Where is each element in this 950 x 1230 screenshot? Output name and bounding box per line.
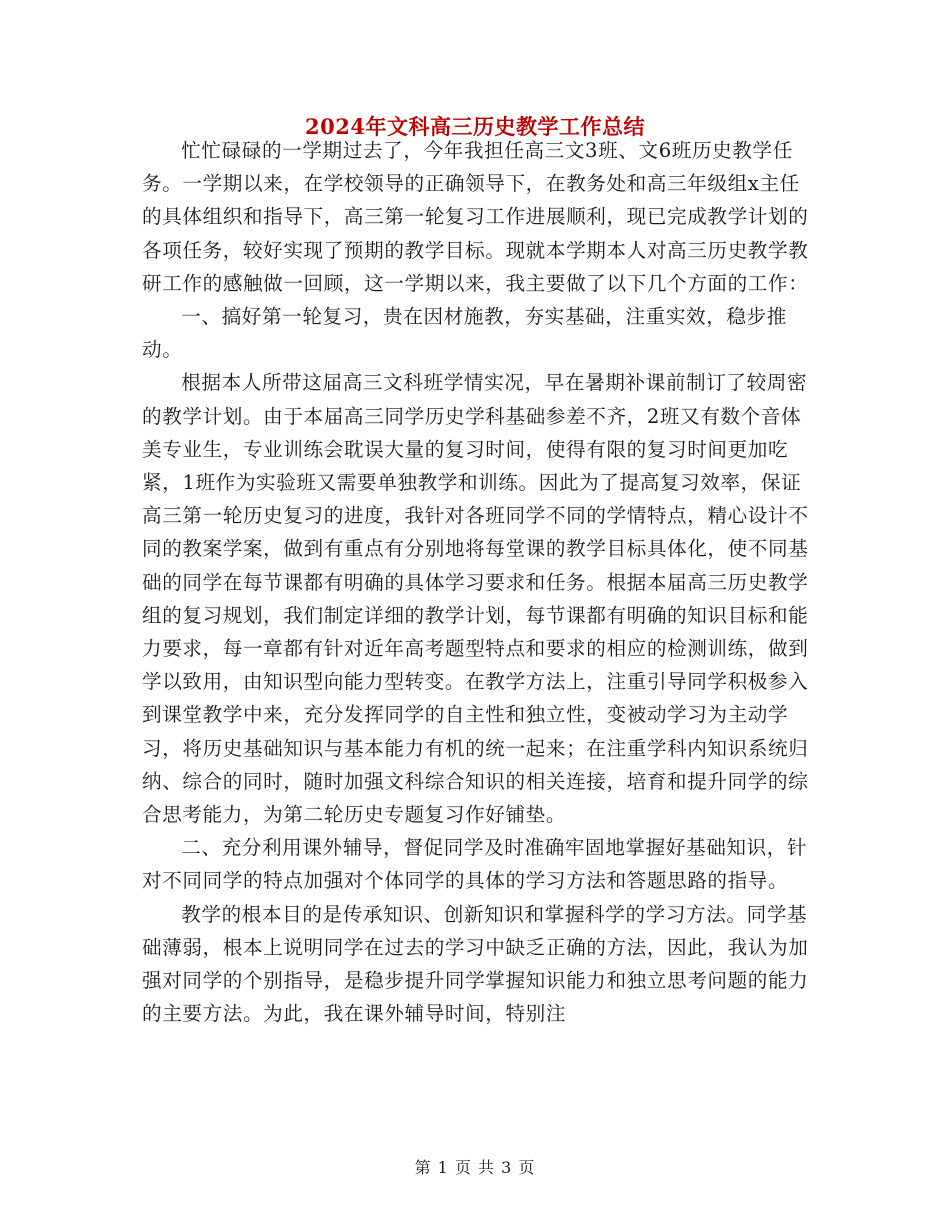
- document-title: 2024年文科高三历史教学工作总结: [305, 114, 645, 139]
- paragraph-section-1-heading: 一、搞好第一轮复习，贵在因材施教，夯实基础，注重实效，稳步推动。: [142, 305, 787, 362]
- paragraph-section-2-body: 教学的根本目的是传承知识、创新知识和掌握科学的学习方法。同学基础薄弱，根本上说明同学在过去的学习中缺乏正确的方法，因此，我认为加强对同学的个别指导，是稳步提升同学掌握知识能力和独立思考问题的能力的主要方法。为此，我在课外辅导时间，特别注: [142, 902, 809, 1026]
- paragraph-intro: 忙忙碌碌的一学期过去了，今年我担任高三文3班、文6班历史教学任务。一学期以来，在学校领导的正确领导下，在教务处和高三年级组x主任的具体组织和指导下，高三第一轮复习工作进展顺利，现已完成教学计划的各项任务，较好实现了预期的教学目标。现就本学期本人对高三历史教学教研工作的感触做一回顾，这一学期以来，我主要做了以下几个方面的工作：: [142, 139, 809, 295]
- paragraph-section-1-body: 根据本人所带这届高三文科班学情实况，早在暑期补课前制订了较周密的教学计划。由于本届高三同学历史学科基础参差不齐，2班又有数个音体美专业生，专业训练会耽误大量的复习时间，使得有限的复习时间更加吃紧，1班作为实验班又需要单独教学和训练。因此为了提高复习效率，保证高三第一轮历史复习的进度，我针对各班同学不同的学情特点，精心设计不同的教案学案，做到有重点有分别地将每堂课的教学目标具体化，使不同基础的同学在每节课都有明确的具体学习要求和任务。根据本届高三历史教学组的复习规划，我们制定详细的教学计划，每节课都有明确的知识目标和能力要求，每一章都有针对近年高考题型特点和要求的相应的检测训练，做到学以致用，由知识型向能力型转变。在教学方法上，注重引导同学积极参入到课堂教学中来，充分发挥同学的自主性和独立性，变被动学习为主动学习，将历史基础知识与基本能力有机的统一起来；在注重学科内知识系统归纳、综合的同时，随时加强文科综合知识的相关连接，培育和提升同学的综合思考能力，为第二轮历史专题复习作好铺垫。: [142, 371, 809, 827]
- page-number-footer: 第 1 页 共 3 页: [414, 1158, 536, 1177]
- document-body: [142, 134, 810, 1030]
- paragraph-section-2-heading: 二、充分利用课外辅导，督促同学及时准确牢固地掌握好基础知识，针对不同同学的特点加强对个体同学的具体的学习方法和答题思路的指导。: [142, 836, 808, 893]
